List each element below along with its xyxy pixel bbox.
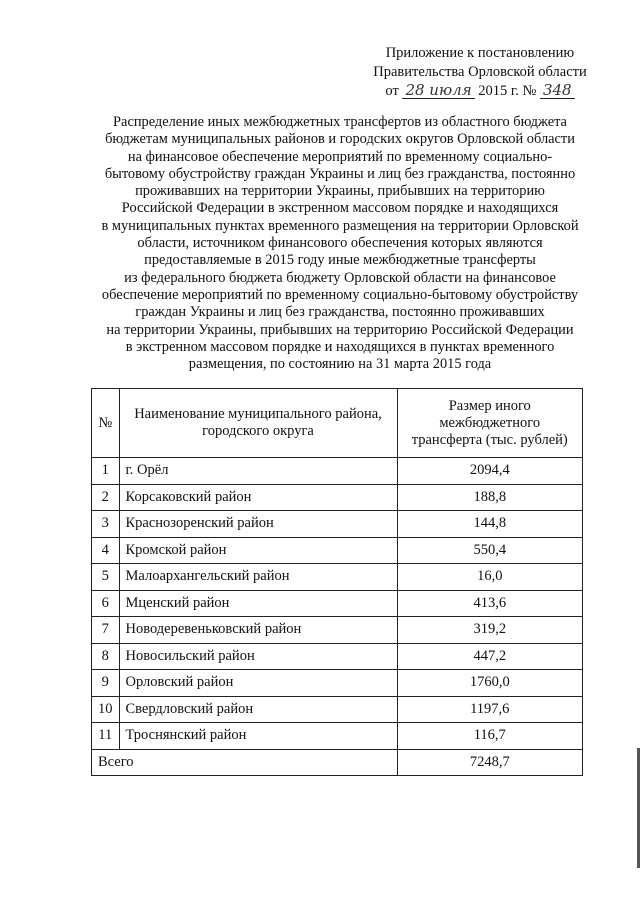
row-name: Новосильский район (119, 643, 397, 670)
row-amount: 116,7 (397, 723, 583, 750)
table-row (92, 511, 583, 538)
header-num: № (92, 389, 120, 458)
table-row (92, 537, 583, 564)
title-line: на территории Украины, прибывших на территорию Российской Федерации (106, 321, 574, 338)
appendix-line-2: Правительства Орловской области (373, 64, 587, 80)
header-amount: Размер иного межбюджетного трансферта (тыс. рублей) (397, 389, 583, 458)
table-row (92, 696, 583, 723)
table-total-row (92, 749, 583, 776)
table-row (92, 590, 583, 617)
row-amount: 16,0 (397, 564, 583, 591)
row-num: 9 (92, 670, 120, 697)
appendix-date-line (340, 82, 620, 101)
row-num: 6 (92, 590, 120, 617)
row-name: Свердловский район (119, 696, 397, 723)
row-num: 2 (92, 484, 120, 511)
row-num: 7 (92, 617, 120, 644)
title-line: граждан Украины и лиц без гражданства, постоянно проживавших (135, 304, 545, 321)
table-row (92, 484, 583, 511)
row-name: Малоархангельский район (119, 564, 397, 591)
row-num: 3 (92, 511, 120, 538)
row-amount: 550,4 (397, 537, 583, 564)
table-header-row (92, 389, 583, 458)
row-amount: 1760,0 (397, 670, 583, 697)
handwritten-number: 348 (540, 83, 575, 99)
title-line: в экстренном массовом порядке и находящихся в пунктах временного (125, 338, 555, 355)
title-line: в муниципальных пунктах временного размещения на территории Орловской (101, 217, 579, 234)
document-title (60, 114, 620, 373)
title-line: из федерального бюджета бюджету Орловской области на финансовое (124, 269, 556, 286)
title-line: на финансовое обеспечение мероприятий по временному социально- (127, 148, 553, 165)
date-prefix: от (385, 83, 399, 99)
table-row (92, 670, 583, 697)
row-name: Мценский район (119, 590, 397, 617)
row-amount: 447,2 (397, 643, 583, 670)
table-row (92, 564, 583, 591)
row-amount: 2094,4 (397, 458, 583, 485)
title-line: бытовому обустройству граждан Украины и лиц без гражданства, постоянно (104, 165, 576, 182)
row-num: 4 (92, 537, 120, 564)
row-num: 5 (92, 564, 120, 591)
row-name: Краснозоренский район (119, 511, 397, 538)
transfers-table (91, 388, 583, 776)
table-row (92, 458, 583, 485)
row-num: 11 (92, 723, 120, 750)
title-line: Российской Федерации в экстренном массовом порядке и находящихся (121, 200, 559, 217)
row-num: 1 (92, 458, 120, 485)
handwritten-date: 28 июля (402, 83, 474, 99)
title-line: предоставляемые в 2015 году иные межбюджетные трансферты (144, 252, 536, 269)
title-line: проживавших на территории Украины, прибывших на территорию (135, 183, 545, 200)
row-name: г. Орёл (119, 458, 397, 485)
row-amount: 188,8 (397, 484, 583, 511)
row-amount: 319,2 (397, 617, 583, 644)
table-row (92, 643, 583, 670)
row-name: Корсаковский район (119, 484, 397, 511)
table-row (92, 617, 583, 644)
row-amount: 413,6 (397, 590, 583, 617)
total-amount: 7248,7 (397, 749, 583, 776)
row-name: Троснянский район (119, 723, 397, 750)
total-label: Всего (92, 749, 398, 776)
row-num: 10 (92, 696, 120, 723)
title-line: размещения, по состоянию на 31 марта 2015 года (188, 356, 492, 373)
title-line: области, источником финансового обеспечения которых являются (137, 235, 543, 252)
appendix-line-1: Приложение к постановлению (385, 45, 575, 61)
row-name: Орловский район (119, 670, 397, 697)
header-name: Наименование муниципального района, городского округа (119, 389, 397, 458)
title-line: Распределение иных межбюджетных трансфертов из областного бюджета (113, 114, 567, 130)
title-line: бюджетам муниципальных районов и городских округов Орловской области (105, 131, 575, 148)
row-name: Новодеревеньковский район (119, 617, 397, 644)
row-name: Кромской район (119, 537, 397, 564)
date-year: 2015 г. № (478, 83, 537, 99)
row-amount: 1197,6 (397, 696, 583, 723)
title-line: обеспечение мероприятий по временному социально-бытовому обустройству (101, 286, 579, 303)
table-row (92, 723, 583, 750)
row-amount: 144,8 (397, 511, 583, 538)
appendix-header (340, 44, 620, 101)
row-num: 8 (92, 643, 120, 670)
